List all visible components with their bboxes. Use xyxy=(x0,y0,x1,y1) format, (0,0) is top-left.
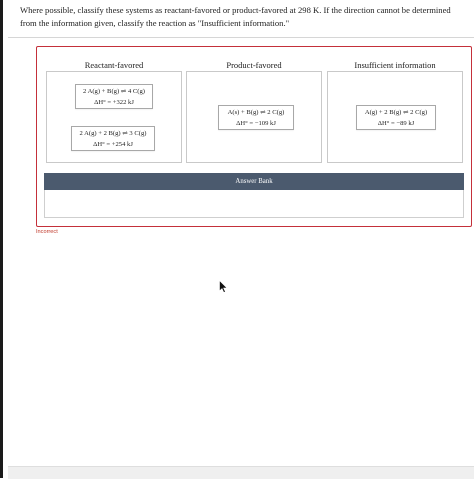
reaction-card[interactable] xyxy=(356,105,436,130)
answer-bank-dropzone[interactable] xyxy=(44,190,464,218)
bin-title-product-favored: Product-favored xyxy=(226,60,282,70)
bottom-bar xyxy=(8,466,474,479)
answer-bank-header: Answer Bank xyxy=(44,173,464,190)
status-incorrect: Incorrect xyxy=(36,229,58,235)
bin-title-insufficient-information: Insufficient information xyxy=(354,60,436,70)
reaction-equation: 2 A(g) + 2 B(g) ⇌ 3 C(g) xyxy=(79,130,147,137)
reaction-card[interactable] xyxy=(71,126,155,151)
reaction-enthalpy: ΔH° = +254 kJ xyxy=(93,140,133,148)
question-prompt: Where possible, classify these systems as reactant-favored or product-favored at 298 K. If the direction cannot be determined from the information given, classify the reaction as "Insufficient information." xyxy=(20,5,451,28)
mouse-pointer-icon xyxy=(219,280,228,293)
divider xyxy=(8,37,474,38)
reaction-equation: 2 A(g) + B(g) ⇌ 4 C(g) xyxy=(83,88,145,95)
reaction-enthalpy: ΔH° = +322 kJ xyxy=(94,98,134,106)
bin-title-reactant-favored: Reactant-favored xyxy=(84,60,144,70)
reaction-equation: A(s) + B(g) ⇌ 2 C(g) xyxy=(227,109,285,116)
reaction-enthalpy: ΔH° = −109 kJ xyxy=(236,119,276,127)
reaction-card[interactable] xyxy=(218,105,294,130)
window-left-edge xyxy=(0,0,3,478)
reaction-card[interactable] xyxy=(75,84,153,109)
reaction-enthalpy: ΔH° = −89 kJ xyxy=(377,119,415,127)
reaction-equation: A(g) + 2 B(g) ⇌ 2 C(g) xyxy=(364,109,428,116)
